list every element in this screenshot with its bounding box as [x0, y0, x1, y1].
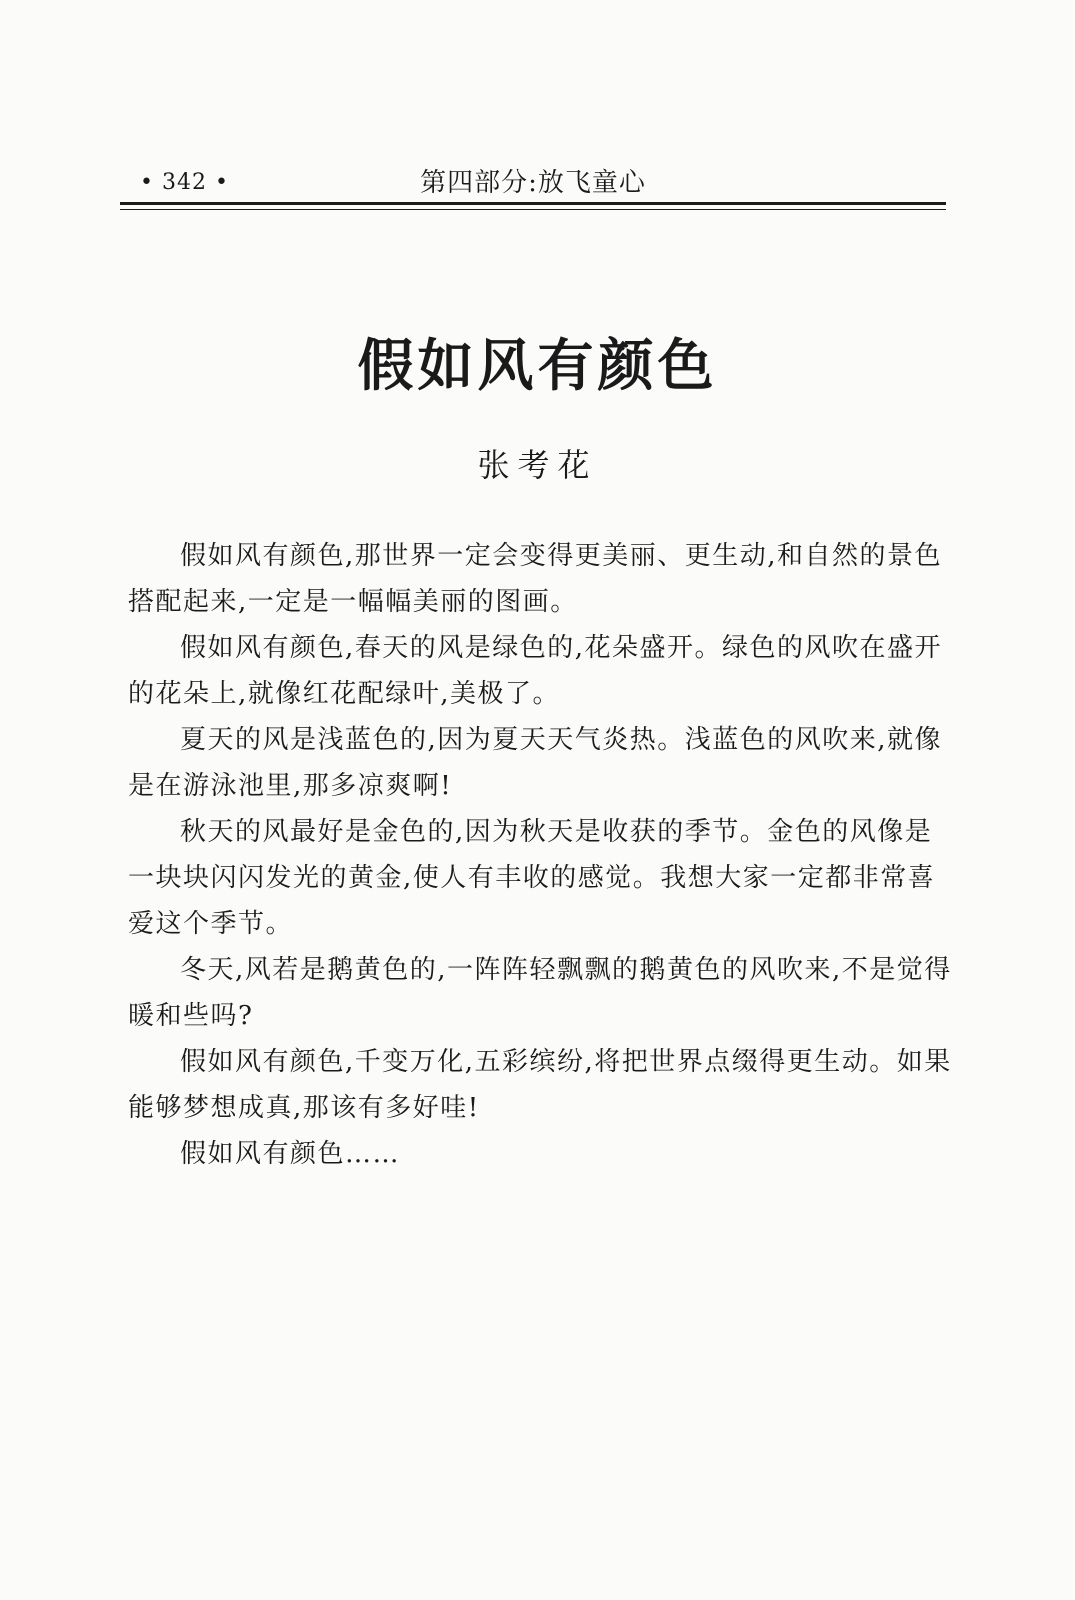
paragraph: 夏天的风是浅蓝色的,因为夏天天气炎热。浅蓝色的风吹来,就像是在游泳池里,那多凉爽啊!	[128, 725, 943, 801]
article-title: 假如风有颜色	[357, 333, 718, 399]
running-header	[120, 160, 946, 200]
header-rule-thin	[120, 209, 946, 210]
header-rule-thick	[120, 202, 946, 205]
paragraph: 假如风有颜色……	[180, 1139, 401, 1169]
paragraph: 冬天,风若是鹅黄色的,一阵阵轻飘飘的鹅黄色的风吹来,不是觉得暖和些吗?	[128, 955, 952, 1031]
article-author: 张考花	[477, 446, 598, 484]
paragraph: 假如风有颜色,千变万化,五彩缤纷,将把世界点缀得更生动。如果能够梦想成真,那该有多好哇!	[128, 1047, 952, 1123]
paragraph: 秋天的风最好是金色的,因为秋天是收获的季节。金色的风像是一块块闪闪发光的黄金,使人有丰收的感觉。我想大家一定都非常喜爱这个季节。	[128, 817, 936, 939]
page-number: • 342 •	[140, 170, 229, 195]
paragraph: 假如风有颜色,春天的风是绿色的,花朵盛开。绿色的风吹在盛开的花朵上,就像红花配绿叶,美极了。	[128, 633, 943, 709]
paragraph: 假如风有颜色,那世界一定会变得更美丽、更生动,和自然的景色搭配起来,一定是一幅幅美丽的图画。	[128, 541, 943, 617]
article-body	[128, 533, 954, 1177]
section-title: 第四部分:放飞童心	[420, 168, 646, 198]
